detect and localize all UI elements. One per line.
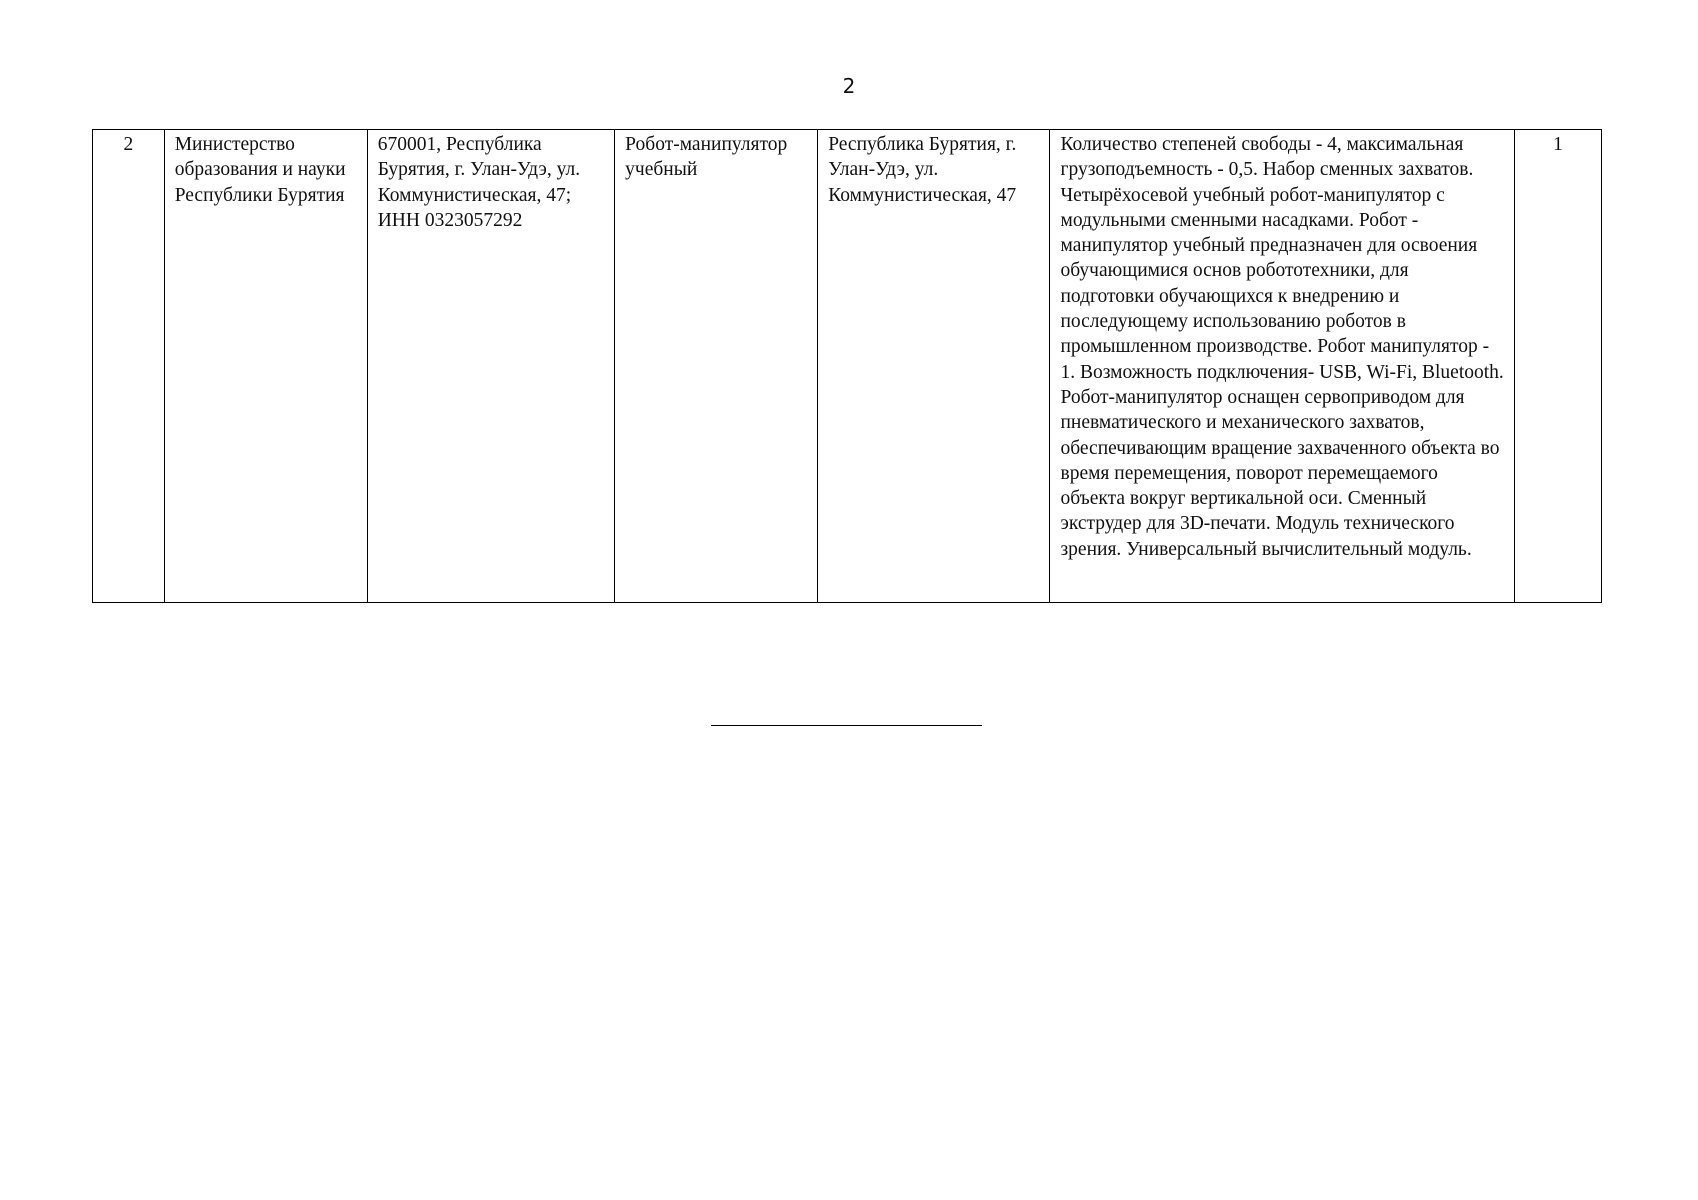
description-cell: Количество степеней свободы - 4, максимальная грузоподъемность - 0,5. Набор сменных захватов. Четырёхосевой учебный робот-манипулятор с модульными сменными насадками. Робот - манипулятор учебный предназначен для освоения обучающимися основ робототехники, для подготовки обучающихся к внедрению и последующему использованию роботов в промышленном производстве. Робот манипулятор - 1. Возможность подключения- USB, Wi-Fi, Bluetooth. Робот-манипулятор оснащен сервоприводом для пневматического и механического захватов, обеспечивающим вращение захваченного объекта во время перемещения, поворот перемещаемого объекта вокруг вертикальной оси. Сменный экструдер для 3D-печати. Модуль технического зрения. Универсальный вычислительный модуль. <box>1050 130 1515 603</box>
page-number: 2 <box>842 74 856 98</box>
item-name-cell: Робот-манипулятор учебный <box>615 130 818 603</box>
equipment-table <box>92 129 1602 603</box>
row-number-cell: 2 <box>93 130 165 603</box>
quantity-cell: 1 <box>1515 130 1602 603</box>
table-row <box>93 130 1602 603</box>
address-cell: 670001, Республика Бурятия, г. Улан-Удэ, ул. Коммунистическая, 47; ИНН 0323057292 <box>367 130 614 603</box>
end-separator-line <box>711 725 982 726</box>
organization-cell: Министерство образования и науки Республики Бурятия <box>164 130 367 603</box>
location-cell: Республика Бурятия, г. Улан-Удэ, ул. Коммунистическая, 47 <box>818 130 1050 603</box>
